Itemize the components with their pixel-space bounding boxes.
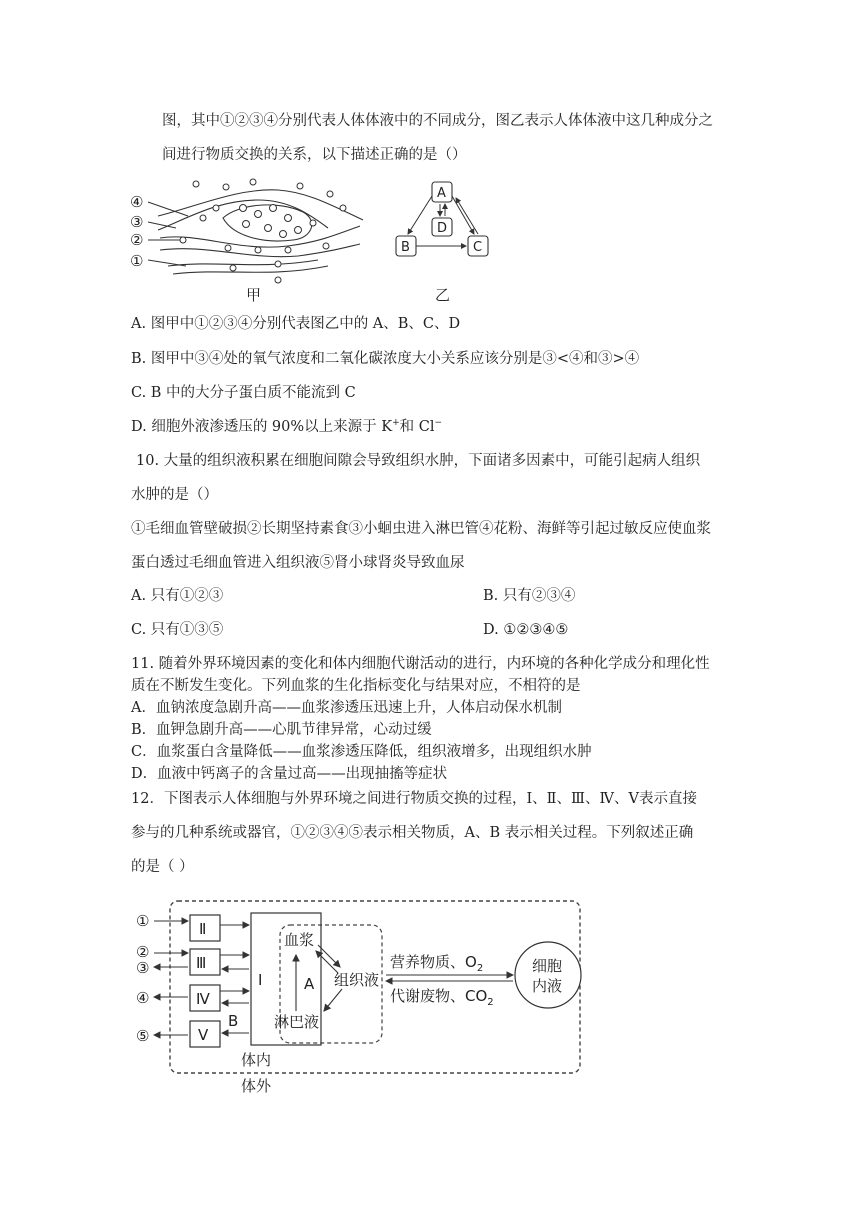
input-1: ①	[136, 912, 150, 930]
input-5: ⑤	[136, 1027, 150, 1045]
q10-option-c: C. 只有①③⑤	[131, 622, 224, 638]
jia-caption: 甲	[246, 286, 262, 303]
input-4: ④	[136, 989, 150, 1007]
q10-line4: 蛋白透过毛细血管进入组织液⑤肾小球肾炎导致血尿	[131, 555, 465, 571]
yi-node-c: C	[473, 240, 483, 255]
q9-option-c: C. B 中的大分子蛋白质不能流到 C	[131, 385, 356, 401]
q10-option-d: D. ①②③④⑤	[483, 622, 569, 638]
waste-label: 代谢废物、$CO_2$	[390, 987, 494, 1008]
q10-line3: ①毛细血管壁破损②长期坚持素食③小蛔虫进入淋巴管④花粉、海鲜等引起过敏反应使血浆	[131, 521, 711, 537]
organ-v: Ⅴ	[198, 1026, 209, 1044]
potassium-charge: +	[392, 418, 400, 429]
lymph-label: 淋巴液	[274, 1013, 320, 1031]
chloride-charge: −	[434, 418, 443, 429]
organ-iv: Ⅳ	[196, 990, 210, 1008]
q12-line2: 参与的几种系统或器官，①②③④⑤表示相关物质，A、B 表示相关过程。下列叙述正确	[131, 825, 694, 841]
q9-option-a: A. 图甲中①②③④分别代表图乙中的 A、B、C、D	[131, 316, 461, 332]
cell-fluid-line1: 细胞	[532, 957, 563, 975]
q9-option-d-mid: 和 Cl	[399, 419, 435, 435]
process-b: B	[228, 1012, 239, 1030]
inside-label: 体内	[241, 1051, 272, 1069]
jia-label-4: ④	[130, 193, 144, 211]
input-2: ②	[136, 943, 150, 961]
q9-intro-line1: 图，其中①②③④分别代表人体体液中的不同成分，图乙表示人体体液中这几种成分之	[162, 113, 713, 129]
organ-iii: Ⅲ	[196, 954, 207, 972]
q11-line1: 11. 随着外界环境因素的变化和体内细胞代谢活动的进行，内环境的各种化学成分和理化性	[131, 656, 710, 672]
q9-option-b: B. 图甲中③④处的氧气浓度和二氧化碳浓度大小关系应该分别是③<④和③>④	[131, 351, 640, 367]
q9-option-d	[131, 417, 442, 437]
q10-line2: 水肿的是（）	[131, 487, 218, 503]
nutrients-label: 营养物质、$O_2$	[390, 953, 484, 974]
jia-label-1: ①	[130, 252, 144, 270]
plasma-label: 血浆	[284, 931, 315, 949]
q11-option-d: D．血液中钙离子的含量过高——出现抽搐等症状	[131, 766, 448, 782]
input-3: ③	[136, 959, 150, 977]
q10-option-b: B. 只有②③④	[483, 588, 576, 604]
yi-node-a: A	[437, 186, 446, 201]
q11-line2: 质在不断发生变化。下列血浆的生化指标变化与结果对应，不相符的是	[131, 678, 581, 694]
outside-label: 体外	[241, 1077, 272, 1095]
yi-node-d: D	[437, 221, 448, 236]
q11-option-b: B．血钾急剧升高——心肌节律异常，心动过缓	[131, 722, 432, 738]
system-i: Ⅰ	[258, 971, 263, 989]
q10-line1: 10. 大量的组织液积累在细胞间隙会导致组织水肿，下面诸多因素中，可能引起病人组织	[136, 453, 701, 469]
cell-fluid-line2: 内液	[532, 977, 563, 995]
jia-label-3: ③	[130, 213, 144, 231]
q12-line1: 12．下图表示人体细胞与外界环境之间进行物质交换的过程，Ⅰ、Ⅱ、Ⅲ、Ⅳ、Ⅴ表示直接	[131, 791, 697, 807]
q12-line3: 的是（ ）	[131, 859, 194, 875]
q11-option-c: C．血浆蛋白含量降低——血浆渗透压降低，组织液增多，出现组织水肿	[131, 744, 592, 760]
tissue-fluid-label: 组织液	[334, 971, 380, 989]
q9-option-d-prefix: D. 细胞外液渗透压的 90%以上来源于 K	[131, 419, 393, 435]
q10-option-a: A. 只有①②③	[131, 588, 224, 604]
figure-jia	[128, 178, 368, 303]
yi-node-b: B	[401, 240, 410, 255]
organ-ii: Ⅱ	[199, 920, 207, 938]
q11-option-a: A．血钠浓度急剧升高——血浆渗透压迅速上升，人体启动保水机制	[131, 700, 562, 716]
figure-yi	[390, 178, 500, 303]
process-a: A	[304, 975, 315, 993]
q9-intro-line2: 间进行物质交换的关系，以下描述正确的是（）	[162, 147, 467, 163]
yi-caption: 乙	[435, 286, 451, 303]
jia-label-2: ②	[130, 231, 144, 249]
figure-q12	[128, 893, 590, 1103]
